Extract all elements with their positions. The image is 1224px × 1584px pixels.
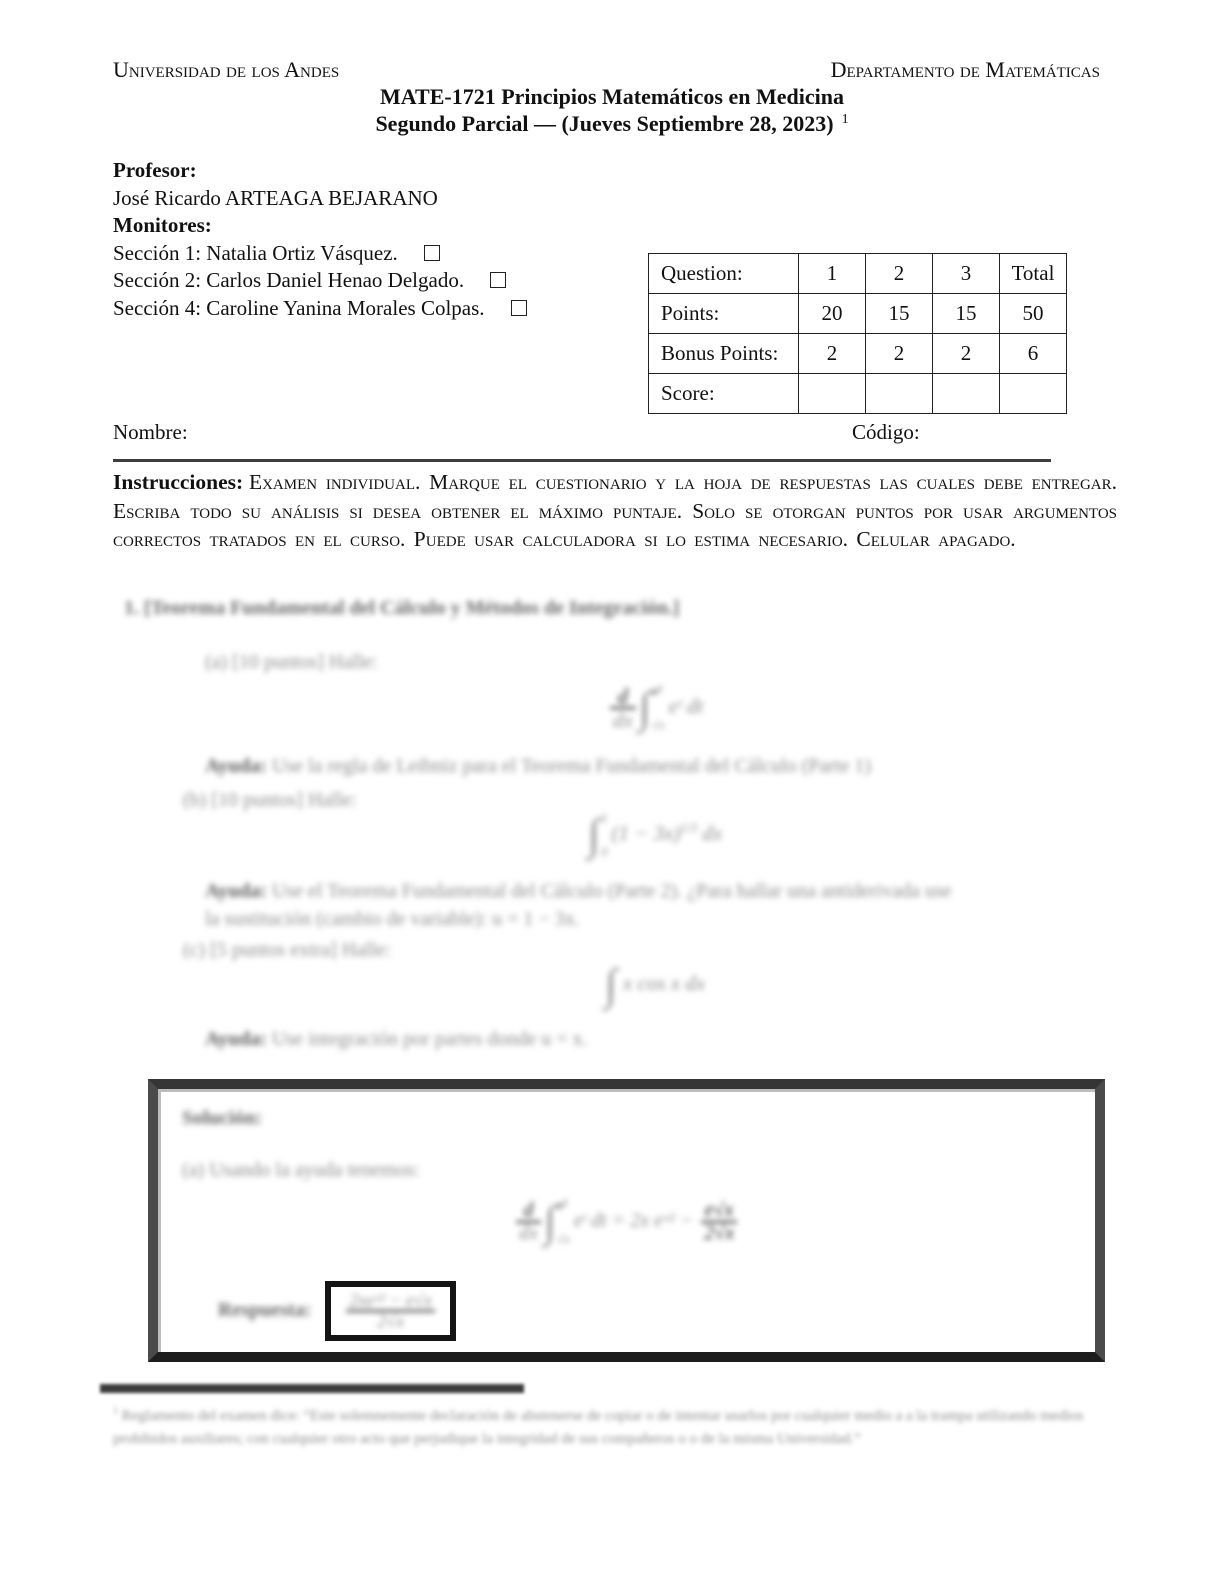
part-a-label: (a) [10 puntos] Halle:: [205, 651, 378, 673]
differential: dx: [697, 820, 723, 845]
cell: 50: [1000, 294, 1067, 334]
section-1-checkbox[interactable]: [424, 245, 440, 261]
score-cell[interactable]: [1000, 374, 1067, 414]
respuesta-label: Respuesta:: [218, 1299, 312, 1322]
ayuda-label: Ayuda:: [205, 1028, 267, 1050]
frac-num: d: [523, 1199, 534, 1221]
ayuda-text: Use el Teorema Fundamental del Cálculo (Parte 2). ¿Para hallar una antiderivada use: [271, 880, 952, 902]
nombre-field-label[interactable]: Nombre:: [113, 420, 188, 444]
integral-icon: ∫: [543, 1197, 556, 1246]
section-4-row: [113, 295, 527, 323]
ayuda-label: Ayuda:: [205, 755, 267, 777]
score-cell[interactable]: [866, 374, 933, 414]
cell: 1: [799, 254, 866, 294]
section-1-row: [113, 240, 527, 268]
cell: 15: [933, 294, 1000, 334]
section-4-checkbox[interactable]: [511, 300, 527, 316]
frac-den: dx: [610, 707, 636, 731]
cell: 3: [933, 254, 1000, 294]
profesor-name: José Ricardo ARTEAGA BEJARANO: [113, 185, 438, 210]
title-footnote-mark: 1: [841, 111, 849, 127]
section-1-label: Sección 1: Natalia Ortiz Vásquez.: [113, 240, 398, 265]
cell: 20: [799, 294, 866, 334]
integral-limits: [652, 683, 665, 733]
row-label: Question:: [649, 254, 799, 294]
lower-limit: 0: [600, 844, 608, 859]
section-2-label: Sección 2: Carlos Daniel Henao Delgado.: [113, 268, 465, 293]
grading-table: [648, 253, 1067, 414]
footnote-line-2: a la trampa utilizando medios prohibidos auxiliares; con cualquier otro acto que perjudique la integridad de sus compañeros o: [113, 1408, 1084, 1447]
footnote-line-1: Reglamento del examen dice: “Este solemnemente declaración de abstenerse de copiar o de intentar usarlos por cualquier medio a: [121, 1408, 903, 1424]
frac-den: dx: [516, 1221, 541, 1244]
table-row-question: [649, 254, 1067, 294]
instructions-label: Instrucciones:: [113, 470, 244, 494]
formula-a: [205, 683, 1105, 733]
answer-box: [325, 1281, 455, 1341]
lower-limit: √x: [651, 717, 665, 732]
cell: 2: [799, 334, 866, 374]
cell: 2: [866, 254, 933, 294]
section-4-label: Sección 4: Caroline Yanina Morales Colpas.: [113, 295, 485, 320]
equation-body: eᵗ dt = 2x eˣ² −: [573, 1209, 699, 1232]
ayuda-c: [205, 1028, 588, 1051]
university-name: Universidad de los Andes: [113, 57, 340, 82]
lower-limit: √x: [557, 1231, 570, 1246]
upper-limit: x²: [557, 1197, 567, 1212]
formula-b: [205, 810, 1105, 860]
score-cell[interactable]: [933, 374, 1000, 414]
integral-icon: ∫: [604, 960, 617, 1009]
formula-c: [205, 960, 1105, 1009]
respuesta-row: [218, 1281, 456, 1341]
upper-limit: 1: [600, 810, 608, 825]
integral-limits: [601, 810, 608, 860]
instructions: [113, 468, 1117, 554]
result-fraction: [701, 1200, 737, 1244]
ayuda-text: Use la regla de Leibniz para el Teorema Fundamental del Cálculo (Parte 1): [271, 755, 871, 777]
frac-num: 2xeˣ² − e√x: [349, 1290, 432, 1310]
part-c-label: (c) [5 puntos extra] Halle:: [183, 939, 391, 961]
frac-den: 2√x: [701, 1221, 737, 1244]
cell: Total: [1000, 254, 1067, 294]
instructions-body: Examen individual. Marque el cuestionario y la hoja de respuestas las cuales debe entregar. Escriba todo su análisis si desea obtener el máximo puntaje. Solo se otorgan puntos por usar argumentos correctos tratados en el curso. Puede usar calculadora si lo estima necesario. Celular apagado.: [113, 470, 1118, 551]
footnote-mark: 1: [113, 1406, 118, 1417]
ayuda-a: [205, 755, 871, 778]
course-title: MATE-1721 Principios Matemáticos en Medicina: [380, 84, 844, 109]
footnote-rule: [100, 1384, 524, 1393]
answer-fraction: [346, 1291, 434, 1331]
frac-den: 2√x: [346, 1310, 434, 1331]
codigo-field-label[interactable]: Código:: [852, 420, 920, 444]
solution-box: [148, 1079, 1105, 1362]
cell: 15: [866, 294, 933, 334]
frac-num: d: [617, 683, 629, 708]
section-2-row: [113, 267, 527, 295]
ddx-fraction: [610, 685, 636, 731]
ayuda-label: Ayuda:: [205, 880, 267, 902]
score-cell[interactable]: [799, 374, 866, 414]
integrand: eᵗ dt: [668, 693, 704, 718]
integrand: (1 − 3x): [611, 820, 681, 845]
table-row-bonus: [649, 334, 1067, 374]
ayuda-text: Use integración por partes donde u = x.: [271, 1028, 588, 1050]
row-label: Bonus Points:: [649, 334, 799, 374]
footnote: [113, 1400, 1115, 1451]
row-label: Score:: [649, 374, 799, 414]
solution-step-a: (a) Usando la ayuda tenemos:: [182, 1159, 420, 1181]
integral-icon: ∫: [638, 683, 651, 732]
monitores-label: Monitores:: [113, 213, 212, 238]
solution-title: Solución:: [182, 1107, 263, 1129]
problem-1-title: 1. [Teorema Fundamental del Cálculo y Métodos de Integración.]: [124, 597, 680, 619]
cell: 2: [933, 334, 1000, 374]
integral-icon: ∫: [587, 810, 600, 859]
exponent: 1/3: [680, 819, 698, 835]
row-label: Points:: [649, 294, 799, 334]
staff-block: [113, 157, 527, 323]
frac-num: e√x: [704, 1199, 734, 1221]
table-row-points: [649, 294, 1067, 334]
footnote-line-3: o de la misma Universidad.”: [689, 1431, 861, 1447]
ayuda-b-line1: [205, 880, 952, 903]
part-b-label: (b) [10 puntos] Halle:: [183, 789, 357, 811]
section-2-checkbox[interactable]: [490, 272, 506, 288]
divider-rule: [113, 459, 1051, 462]
upper-limit: x²: [651, 683, 662, 698]
cell: 2: [866, 334, 933, 374]
ddx-fraction: [516, 1200, 541, 1244]
cell: 6: [1000, 334, 1067, 374]
solution-formula: [158, 1197, 1095, 1247]
exam-title-text: Segundo Parcial — (Jueves Septiembre 28, 2023): [375, 111, 834, 136]
integral-limits: [557, 1197, 570, 1247]
department-name: Departamento de Matemáticas: [830, 57, 1100, 82]
integrand: x cos x dx: [622, 970, 706, 995]
exam-title: [113, 111, 1111, 137]
table-row-score: [649, 374, 1067, 414]
profesor-label: Profesor:: [113, 158, 197, 182]
ayuda-b-line2: la sustitución (cambio de variable): u = 1 − 3x.: [205, 908, 580, 930]
